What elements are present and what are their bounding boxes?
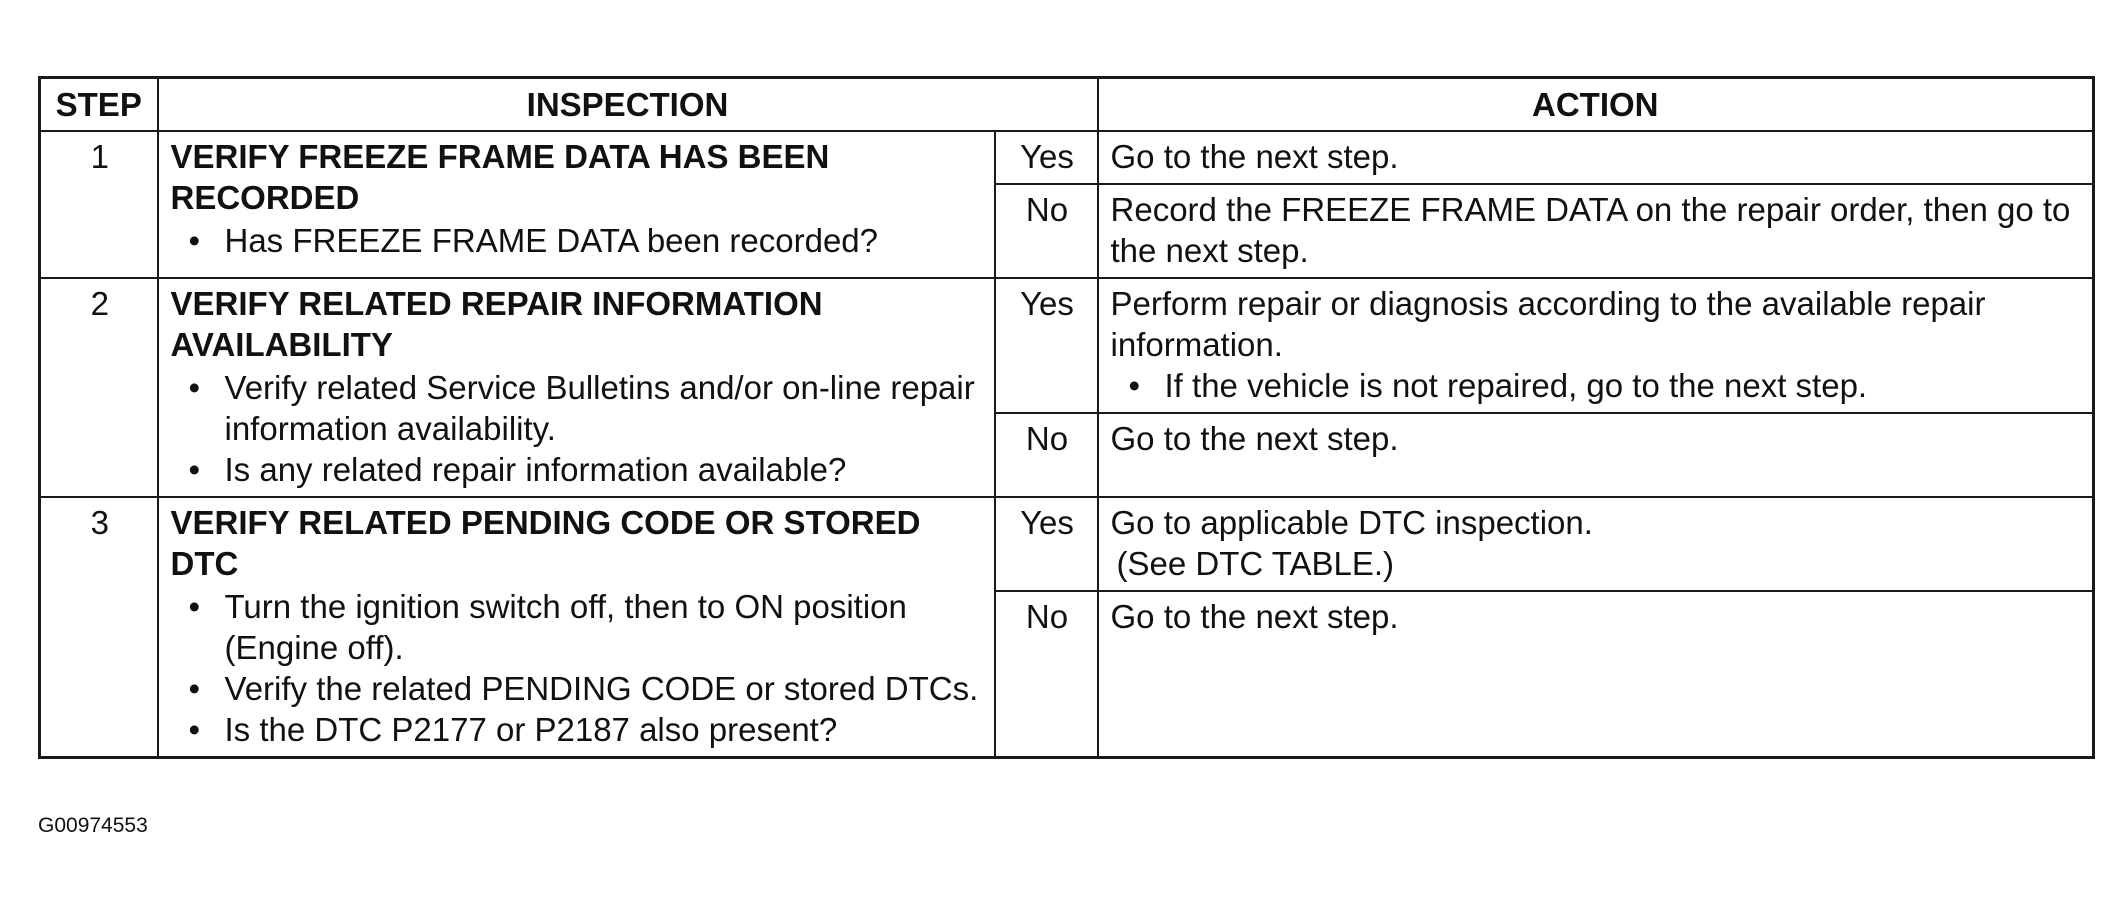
inspection-bullets bbox=[171, 586, 984, 750]
yes-label: Yes bbox=[995, 278, 1098, 413]
step-number: 2 bbox=[40, 278, 158, 497]
no-label: No bbox=[995, 413, 1098, 497]
no-action bbox=[1098, 184, 2094, 278]
header-inspection: INSPECTION bbox=[158, 78, 1098, 132]
yes-label: Yes bbox=[995, 497, 1098, 591]
inspection-bullet: • Has FREEZE FRAME DATA been recorded? bbox=[225, 220, 984, 261]
inspection-bullet: • Verify the related PENDING CODE or stored DTCs. bbox=[225, 668, 984, 709]
action-text: Perform repair or diagnosis according to the available repair information. bbox=[1110, 285, 1986, 363]
inspection-cell bbox=[158, 278, 995, 497]
inspection-title: VERIFY RELATED PENDING CODE OR STORED DTC bbox=[170, 504, 921, 582]
inspection-bullet: • Verify related Service Bulletins and/or on-line repair information availability. bbox=[225, 367, 984, 449]
table-row bbox=[40, 278, 2094, 413]
inspection-bullets bbox=[171, 367, 984, 490]
inspection-bullet: • Is any related repair information available? bbox=[225, 449, 984, 490]
action-text: Record the FREEZE FRAME DATA on the repair order, then go to the next step. bbox=[1110, 191, 2071, 269]
diagnostic-table bbox=[38, 76, 2095, 759]
inspection-bullet: • Turn the ignition switch off, then to ON position (Engine off). bbox=[225, 586, 984, 668]
yes-action bbox=[1098, 131, 2094, 184]
yes-label: Yes bbox=[995, 131, 1098, 184]
yes-action bbox=[1098, 278, 2094, 413]
inspection-bullets bbox=[171, 220, 984, 261]
no-label: No bbox=[995, 591, 1098, 758]
table-row bbox=[40, 497, 2094, 591]
header-step: STEP bbox=[40, 78, 158, 132]
action-text: Go to the next step. bbox=[1110, 420, 1399, 457]
inspection-title: VERIFY FREEZE FRAME DATA HAS BEEN RECORDED bbox=[170, 138, 830, 216]
action-bullets bbox=[1111, 365, 2083, 406]
action-text: Go to the next step. bbox=[1110, 138, 1399, 175]
yes-action bbox=[1098, 497, 2094, 591]
header-row bbox=[40, 78, 2094, 132]
figure-id: G00974553 bbox=[38, 814, 148, 837]
no-action bbox=[1098, 413, 2094, 497]
inspection-cell bbox=[158, 131, 995, 278]
action-text: (See DTC TABLE.) bbox=[1116, 545, 1395, 582]
action-text: Go to the next step. bbox=[1110, 598, 1399, 635]
table-row bbox=[40, 131, 2094, 184]
header-action: ACTION bbox=[1098, 78, 2094, 132]
diagnostic-table-container bbox=[38, 76, 2092, 837]
action-bullet: • If the vehicle is not repaired, go to the next step. bbox=[1165, 365, 2083, 406]
step-number: 3 bbox=[40, 497, 158, 758]
no-label: No bbox=[995, 184, 1098, 278]
no-action bbox=[1098, 591, 2094, 758]
inspection-title: VERIFY RELATED REPAIR INFORMATION AVAILABILITY bbox=[170, 285, 823, 363]
action-text: Go to applicable DTC inspection. bbox=[1110, 504, 1593, 541]
step-number: 1 bbox=[40, 131, 158, 278]
inspection-cell bbox=[158, 497, 995, 758]
inspection-bullet: • Is the DTC P2177 or P2187 also present? bbox=[225, 709, 984, 750]
